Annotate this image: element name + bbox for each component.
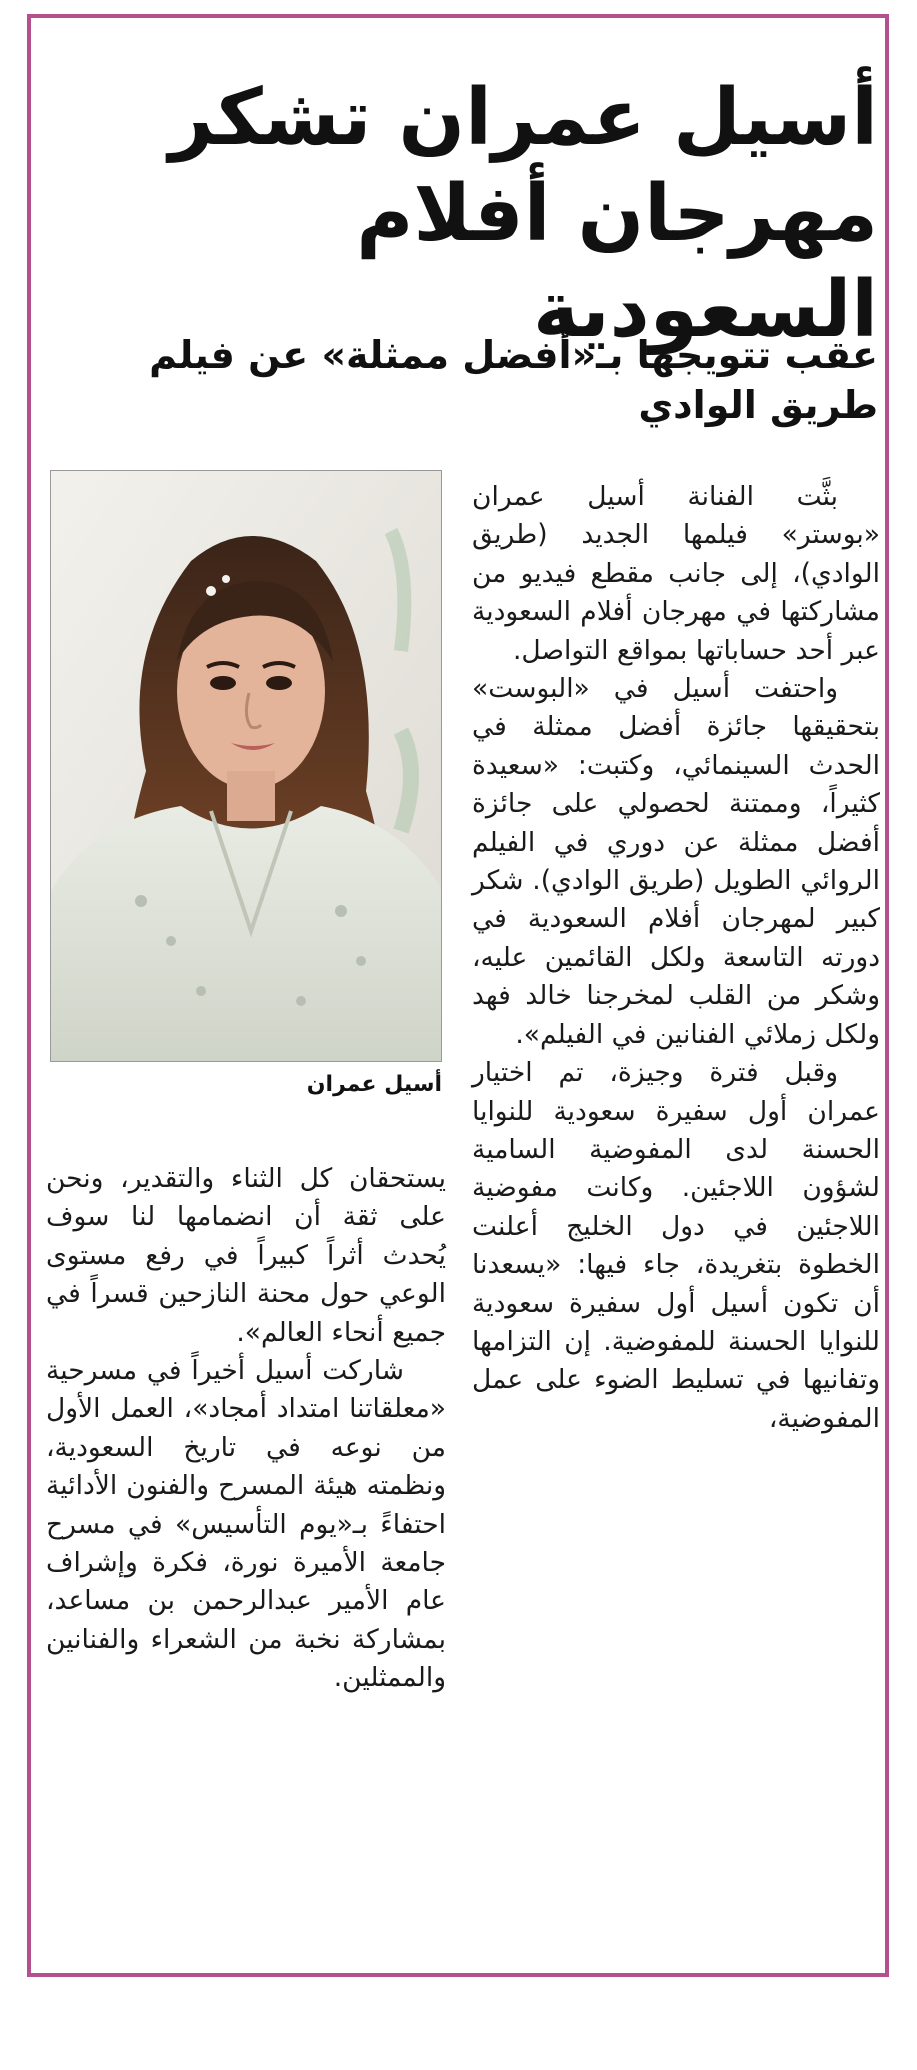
paragraph: بثَّت الفنانة أسيل عمران «بوستر» فيلمها الجديد (طريق الوادي)، إلى جانب مقطع فيديو من مشاركتها في مهرجان أفلام السعودية عبر أحد حساباتها بمواقع التواصل. xyxy=(472,481,880,666)
headline: أسيل عمران تشكر مهرجان أفلام السعودية xyxy=(168,73,878,355)
photo-caption: أسيل عمران xyxy=(306,1072,442,1097)
article-column-left xyxy=(46,1160,446,1698)
paragraph: يستحقان كل الثناء والتقدير، ونحن على ثقة أن انضمامها لنا سوف يُحدث أثراً كبيراً في رفع مستوى الوعي حول محنة النازحين قسراً في جميع أنحاء العالم». xyxy=(46,1163,446,1348)
paragraph: واحتفت أسيل في «البوست» بتحقيقها جائزة أفضل ممثلة في الحدث السينمائي، وكتبت: «سعيدة كثيراً، وممتنة لحصولي على جائزة أفضل ممثلة عن دوري في الفيلم الروائي الطويل (طريق الوادي). شكر كبير لمهرجان أفلام السعودية في دورته التاسعة ولكل القائمين عليه، وشكر من القلب لمخرجنا خالد فهد ولكل زملائي الفنانين في الفيلم». xyxy=(472,673,880,1050)
article-column-right xyxy=(472,478,880,1438)
paragraph: شاركت أسيل أخيراً في مسرحية «معلقاتنا امتداد أمجاد»، العمل الأول من نوعه في تاريخ السعودية، ونظمته هيئة المسرح والفنون الأدائية احتفاءً بـ«يوم التأسيس» في مسرح جامعة الأميرة نورة، فكرة وإشراف عام الأمير عبدالرحمن بن مساعد، بمشاركة نخبة من الشعراء والفنانين والممثلين. xyxy=(46,1355,446,1694)
article-photo xyxy=(50,470,442,1062)
subheadline: عقب تتويجها بـ«أفضل ممثلة» عن فيلم طريق الوادي xyxy=(149,333,878,427)
paragraph: وقبل فترة وجيزة، تم اختيار عمران أول سفيرة سعودية للنوايا الحسنة لدى المفوضية السامية لشؤون اللاجئين. وكانت مفوضية اللاجئين في دول الخليج أعلنت الخطوة بتغريدة، جاء فيها: «يسعدنا أن تكون أسيل أول سفيرة سعودية للنوايا الحسنة للمفوضية. إن التزامها وتفانيها في تسليط الضوء على عمل المفوضية، xyxy=(472,1057,880,1434)
